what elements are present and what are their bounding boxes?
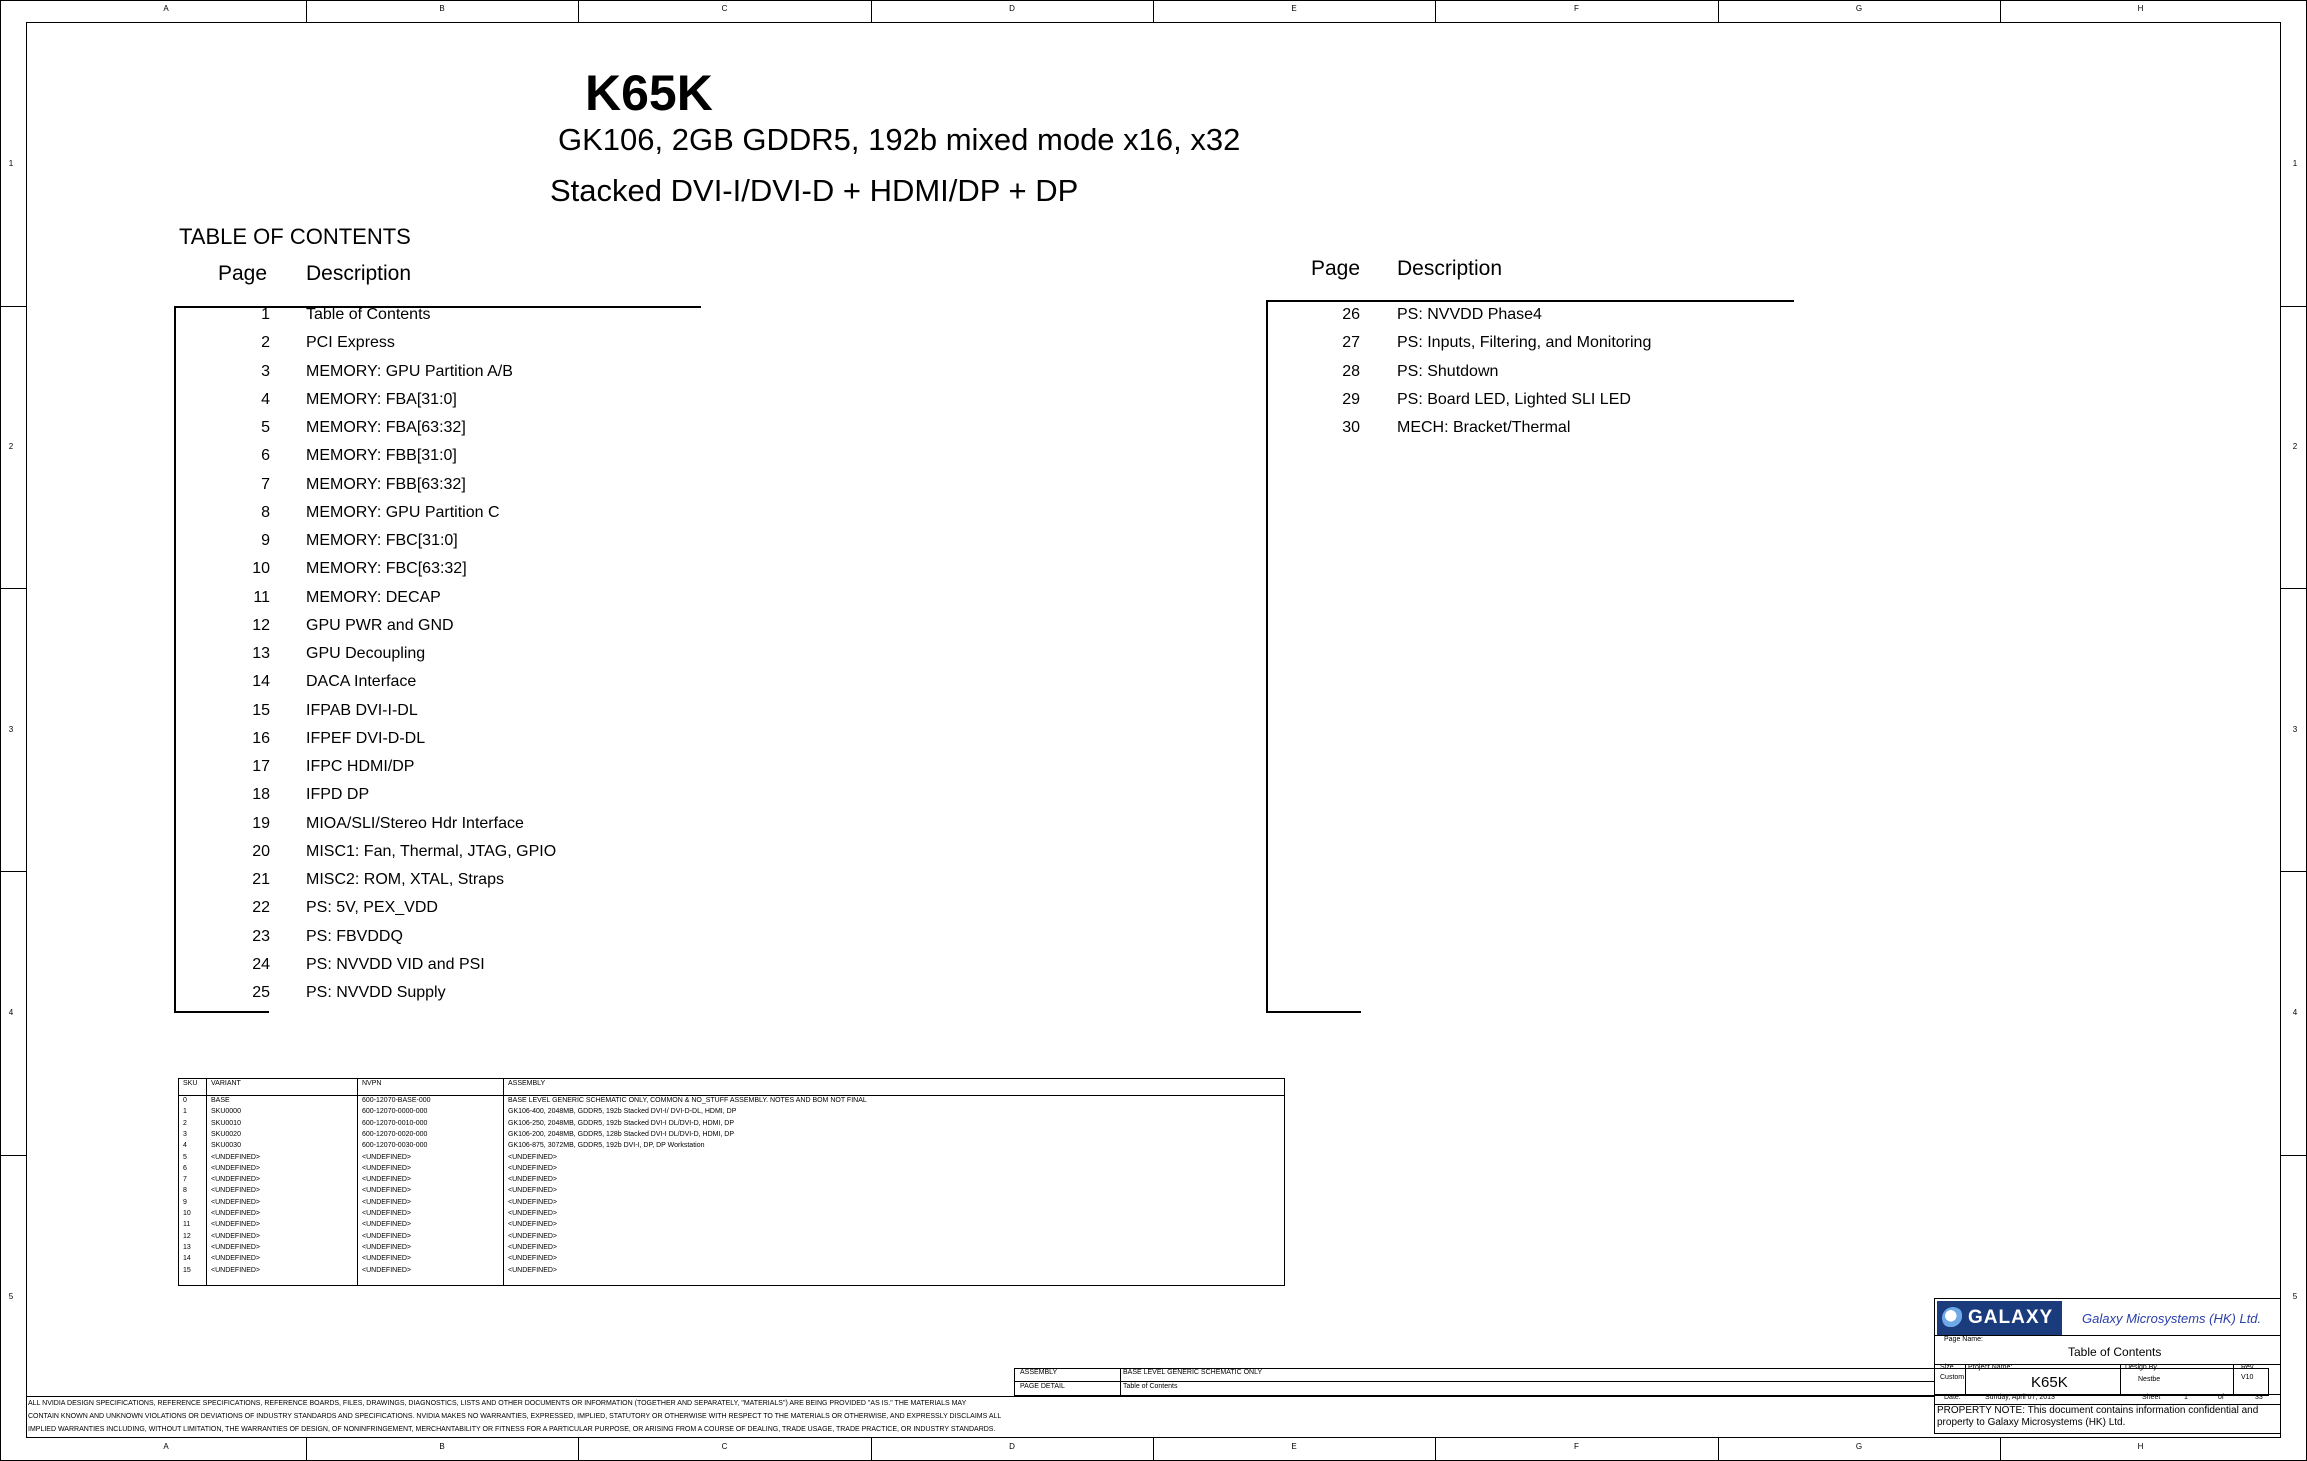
toc-entry-description: MEMORY: FBB[31:0]: [306, 447, 457, 465]
toc-entry-page: 16: [252, 729, 270, 747]
toc-entry-description: MEMORY: GPU Partition C: [306, 503, 500, 521]
zone-row-tick: [0, 1155, 26, 1156]
toc-entry-description: MISC1: Fan, Thermal, JTAG, GPIO: [306, 842, 557, 860]
zone-col-G-bottom: G: [1855, 1442, 1863, 1451]
toc-entry-description: IFPC HDMI/DP: [306, 758, 415, 775]
zone-col-A-top: A: [163, 4, 169, 13]
size-value: Custom: [1940, 1374, 1965, 1381]
zone-row-tick: [2281, 306, 2307, 307]
title-block-vline-2: [2120, 1364, 2121, 1394]
variant-cell: <UNDEFINED>: [211, 1210, 261, 1217]
zone-col-tick: [2000, 1438, 2001, 1461]
toc-entry-page: 8: [261, 503, 270, 521]
zone-col-G-top: G: [1855, 4, 1863, 13]
disclaimer-line-1: ALL NVIDIA DESIGN SPECIFICATIONS, REFERENCE SPECIFICATIONS, REFERENCE BOARDS, FILES, DRAWINGS, DIAGNOSTICS, LISTS AND OTHER DOCUMENTS OR INFORMATION (TOGETHER AND SEPARATELY, "MATERIALS") ARE BEING PROVIDED "AS IS." THE MATERIALS MAY: [28, 1400, 967, 1407]
design-by-value: Nestbe: [2138, 1376, 2161, 1383]
zone-row-1-right: 1: [2292, 159, 2298, 168]
zone-col-A-bottom: A: [163, 1442, 169, 1451]
toc-entry-page: 3: [261, 362, 270, 380]
variant-cell: <UNDEFINED>: [508, 1153, 558, 1161]
variant-cell: <UNDEFINED>: [508, 1232, 558, 1240]
variant-cell: <UNDEFINED>: [362, 1232, 412, 1240]
toc-entry-description: MIOA/SLI/Stereo Hdr Interface: [306, 814, 524, 832]
variant-cell: 7: [183, 1176, 187, 1184]
zone-col-tick: [871, 1438, 872, 1461]
zone-row-5-left: 5: [8, 1291, 14, 1301]
variant-cell: 11: [183, 1221, 191, 1229]
variant-cell: 4: [183, 1142, 187, 1150]
variant-cell: GK106-400, 2048MB, GDDR5, 192b Stacked DVI-I/ DVI-D-DL, HDMI, DP: [508, 1108, 737, 1116]
page-subtitle: GK106, 2GB GDDR5, 192b mixed mode x16, x32: [558, 122, 1241, 157]
zone-col-D-top: D: [1009, 4, 1015, 13]
variant-cell: 600-12070-0020-000: [362, 1130, 428, 1138]
variant-cell: <UNDEFINED>: [508, 1164, 558, 1172]
zone-row-tick: [0, 588, 26, 589]
variant-cell: <UNDEFINED>: [508, 1266, 558, 1274]
variant-cell: <UNDEFINED>: [362, 1243, 412, 1251]
variant-col-divider-1: [206, 1078, 207, 1286]
toc-right-side-rule: [1266, 300, 1268, 1013]
zone-row-2-left: 2: [8, 442, 14, 451]
variant-cell: <UNDEFINED>: [362, 1153, 412, 1161]
assembly-label: ASSEMBLY: [1020, 1369, 1058, 1376]
variant-cell: GK106-200, 2048MB, GDDR5, 128b Stacked DVI-I DL/DVI-D, HDMI, DP: [508, 1130, 735, 1138]
toc-entry-page: 2: [261, 334, 270, 352]
toc-left-page-header: Page: [218, 262, 268, 285]
assembly-box-row-rule: [1014, 1381, 1934, 1382]
assembly-value: BASE LEVEL GENERIC SCHEMATIC ONLY: [1123, 1369, 1263, 1376]
variant-cell: 1: [183, 1108, 187, 1116]
title-block-vline-3: [2233, 1364, 2234, 1394]
toc-entry-page: 9: [261, 532, 270, 549]
variant-cell: <UNDEFINED>: [362, 1187, 412, 1195]
toc-entry-description: PCI Express: [306, 334, 395, 352]
variant-header-rule: [178, 1095, 1285, 1096]
variant-cell: <UNDEFINED>: [211, 1232, 261, 1240]
toc-entry-page: 27: [1342, 334, 1360, 352]
zone-col-E-top: E: [1291, 4, 1297, 13]
toc-entry-page: 20: [252, 842, 270, 860]
page-subtitle-2: Stacked DVI-I/DVI-D + HDMI/DP + DP: [550, 173, 1079, 208]
variant-header-cell: ASSEMBLY: [508, 1080, 546, 1087]
zone-row-5-right: 5: [2292, 1291, 2298, 1301]
toc-right-desc-header: Description: [1397, 257, 1503, 280]
toc-entry-description: MEMORY: FBA[31:0]: [306, 390, 457, 408]
variant-cell: 0: [183, 1097, 187, 1104]
toc-entry-page: 5: [261, 419, 270, 436]
toc-entry-page: 24: [252, 955, 270, 973]
toc-left-side-rule: [174, 306, 176, 1013]
zone-col-C-top: C: [721, 4, 728, 13]
zone-row-tick: [2281, 588, 2307, 589]
variant-cell: <UNDEFINED>: [508, 1221, 558, 1229]
zone-row-4-right: 4: [2292, 1008, 2298, 1017]
variant-cell: <UNDEFINED>: [508, 1176, 558, 1184]
variant-cell: BASE: [211, 1097, 230, 1104]
toc-entry-page: 10: [252, 560, 270, 578]
variant-cell: 8: [183, 1187, 187, 1195]
disclaimer-line-2: CONTAIN KNOWN AND UNKNOWN VIOLATIONS OR DEVIATIONS OF INDUSTRY STANDARDS AND SPECIFICATIONS. NVIDIA MAKES NO WARRANTIES, EXPRESSED, IMPLIED, STATUTORY OR OTHERWISE WITH RESPECT TO THE MATERIALS OR OTHERWISE, AND EXPRESSLY DISCLAIMS ALL: [28, 1413, 1002, 1420]
zone-col-tick: [2000, 0, 2001, 22]
toc-entry-description: IFPAB DVI-I-DL: [306, 701, 418, 719]
toc-entry-page: 18: [252, 786, 270, 804]
toc-entry-page: 1: [261, 306, 270, 323]
property-note-line-1: PROPERTY NOTE: This document contains information confidential and: [1937, 1405, 2259, 1416]
toc-entry-description: Table of Contents: [306, 306, 431, 323]
toc-entry-page: 17: [252, 758, 270, 775]
variant-cell: <UNDEFINED>: [211, 1255, 261, 1263]
zone-col-tick: [306, 1438, 307, 1461]
toc-entry-page: 4: [261, 390, 270, 408]
zone-row-3-right: 3: [2292, 724, 2298, 734]
variant-cell: <UNDEFINED>: [211, 1266, 261, 1274]
title-block-vline-1: [1965, 1364, 1966, 1394]
variant-cell: 12: [183, 1232, 191, 1240]
zone-row-1-left: 1: [8, 159, 14, 168]
page-name-value: Table of Contents: [2068, 1345, 2162, 1359]
variant-cell: <UNDEFINED>: [211, 1221, 261, 1229]
toc-entry-page: 28: [1342, 362, 1360, 380]
variant-cell: 600-12070-0010-000: [362, 1119, 428, 1127]
toc-entry-page: 13: [252, 645, 270, 662]
zone-col-tick: [1718, 0, 1719, 22]
toc-entry-page: 29: [1342, 390, 1360, 408]
assembly-box-divider: [1120, 1368, 1121, 1396]
date-label: Date:: [1944, 1394, 1961, 1401]
toc-right-bottom-rule: [1266, 1011, 1361, 1013]
design-by-label: Design By: [2125, 1364, 2157, 1371]
variant-cell: <UNDEFINED>: [362, 1164, 412, 1172]
variant-cell: 6: [183, 1164, 187, 1172]
variant-cell: GK106-250, 2048MB, GDDR5, 192b Stacked DVI-I DL/DVI-D, HDMI, DP: [508, 1119, 735, 1127]
variant-cell: <UNDEFINED>: [508, 1187, 558, 1195]
variant-cell: <UNDEFINED>: [362, 1255, 412, 1263]
toc-entry-page: 22: [252, 899, 270, 917]
zone-row-tick: [0, 306, 26, 307]
size-label: Size: [1940, 1364, 1954, 1371]
toc-entry-description: MEMORY: FBC[63:32]: [306, 560, 467, 578]
variant-cell: 600-12070-BASE-000: [362, 1097, 431, 1104]
variant-cell: <UNDEFINED>: [211, 1153, 261, 1161]
zone-col-H-top: H: [2137, 4, 2144, 13]
zone-col-B-top: B: [439, 4, 445, 13]
toc-entry-page: 12: [252, 616, 270, 634]
variant-cell: <UNDEFINED>: [362, 1210, 412, 1217]
variant-col-divider-2: [357, 1078, 358, 1286]
variant-cell: <UNDEFINED>: [211, 1164, 261, 1172]
zone-col-tick: [306, 0, 307, 22]
variant-cell: SKU0020: [211, 1130, 241, 1138]
toc-entry-description: MEMORY: FBA[63:32]: [306, 419, 466, 436]
toc-entry-page: 25: [252, 984, 270, 1001]
zone-col-tick: [871, 0, 872, 22]
toc-entry-page: 23: [252, 927, 270, 945]
toc-entry-description: DACA Interface: [306, 673, 417, 691]
sheet-label: Sheet: [2142, 1394, 2161, 1401]
toc-entry-page: 6: [261, 447, 270, 465]
zone-col-D-bottom: D: [1009, 1442, 1015, 1451]
variant-cell: <UNDEFINED>: [508, 1210, 558, 1217]
variant-cell: <UNDEFINED>: [362, 1198, 412, 1206]
toc-entry-page: 14: [252, 673, 270, 691]
variant-cell: <UNDEFINED>: [211, 1243, 261, 1251]
title-block-rule-1: [1934, 1335, 2281, 1336]
toc-right-page-header: Page: [1311, 257, 1361, 280]
toc-entry-description: PS: NVVDD Phase4: [1397, 306, 1542, 323]
toc-entry-page: 15: [252, 701, 270, 719]
zone-col-C-bottom: C: [721, 1442, 728, 1451]
variant-cell: <UNDEFINED>: [211, 1198, 261, 1206]
toc-entry-description: PS: NVVDD VID and PSI: [306, 955, 485, 973]
zone-col-E-bottom: E: [1291, 1442, 1297, 1451]
toc-entry-description: IFPD DP: [306, 786, 370, 804]
toc-left-desc-header: Description: [306, 262, 412, 285]
zone-row-2-right: 2: [2292, 442, 2298, 451]
variant-col-divider-3: [503, 1078, 504, 1286]
zone-row-tick: [0, 871, 26, 872]
zone-col-tick: [1153, 0, 1154, 22]
toc-entry-description: PS: Shutdown: [1397, 362, 1499, 380]
of-label: of: [2218, 1394, 2224, 1401]
toc-entry-description: GPU Decoupling: [306, 645, 426, 662]
galaxy-logo: [1937, 1301, 2062, 1335]
toc-entry-description: PS: Inputs, Filtering, and Monitoring: [1397, 334, 1652, 352]
toc-entry-description: MEMORY: GPU Partition A/B: [306, 362, 513, 380]
toc-entry-description: PS: FBVDDQ: [306, 927, 403, 945]
company-name: Galaxy Microsystems (HK) Ltd.: [2082, 1311, 2262, 1326]
variant-cell: <UNDEFINED>: [508, 1198, 558, 1206]
zone-row-tick: [2281, 1155, 2307, 1156]
variant-cell: SKU0000: [211, 1108, 241, 1116]
toc-entry-description: PS: 5V, PEX_VDD: [306, 899, 438, 917]
variant-cell: 13: [183, 1243, 191, 1251]
zone-row-tick: [2281, 871, 2307, 872]
zone-row-3-left: 3: [8, 724, 14, 734]
variant-cell: <UNDEFINED>: [362, 1176, 412, 1184]
page-detail-label: PAGE DETAIL: [1020, 1383, 1065, 1390]
variant-cell: GK106-875, 3072MB, GDDR5, 192b DVI-I, DP, DP Workstation: [508, 1142, 705, 1150]
variant-cell: 9: [183, 1198, 187, 1206]
toc-title: TABLE OF CONTENTS: [179, 224, 411, 249]
zone-row-4-left: 4: [8, 1008, 14, 1017]
toc-entry-description: MEMORY: DECAP: [306, 588, 441, 606]
variant-cell: <UNDEFINED>: [362, 1266, 412, 1274]
zone-col-F-top: F: [1574, 4, 1579, 13]
zone-col-tick: [1718, 1438, 1719, 1461]
project-value: K65K: [2031, 1374, 2068, 1391]
project-label: Project Name:: [1968, 1364, 2013, 1371]
zone-col-tick: [578, 1438, 579, 1461]
variant-cell: 2: [183, 1119, 187, 1127]
variant-cell: 14: [183, 1255, 191, 1263]
toc-right-top-rule: [1266, 300, 1794, 302]
toc-entry-page: 21: [252, 871, 270, 888]
toc-entry-page: 30: [1342, 419, 1360, 436]
variant-cell: 15: [183, 1266, 191, 1274]
zone-col-tick: [1153, 1438, 1154, 1461]
variant-cell: <UNDEFINED>: [508, 1243, 558, 1251]
zone-col-B-bottom: B: [439, 1442, 445, 1451]
variant-cell: 10: [183, 1210, 191, 1217]
zone-col-F-bottom: F: [1574, 1442, 1579, 1451]
variant-cell: 600-12070-0030-000: [362, 1142, 428, 1150]
property-note-line-2: property to Galaxy Microsystems (HK) Ltd.: [1937, 1417, 2126, 1428]
variant-cell: SKU0030: [211, 1142, 241, 1150]
toc-entry-description: GPU PWR and GND: [306, 616, 454, 634]
zone-col-tick: [1435, 1438, 1436, 1461]
variant-cell: <UNDEFINED>: [508, 1255, 558, 1263]
toc-entry-page: 11: [253, 588, 270, 606]
toc-entry-description: PS: NVVDD Supply: [306, 984, 446, 1001]
variant-cell: SKU0010: [211, 1119, 241, 1127]
variant-cell: 5: [183, 1153, 187, 1161]
variant-cell: <UNDEFINED>: [362, 1221, 412, 1229]
zone-col-H-bottom: H: [2137, 1442, 2144, 1451]
toc-entry-description: IFPEF DVI-D-DL: [306, 729, 426, 747]
of-value: 33: [2255, 1394, 2263, 1401]
sheet-value: 1: [2184, 1394, 2188, 1401]
zone-col-tick: [1435, 0, 1436, 22]
variant-header-cell: VARIANT: [211, 1080, 241, 1087]
galaxy-logo-mark-icon: [1942, 1307, 1964, 1329]
variant-cell: <UNDEFINED>: [211, 1187, 261, 1195]
page-detail-value: Table of Contents: [1123, 1383, 1178, 1390]
zone-col-tick: [578, 0, 579, 22]
toc-entry-description: MECH: Bracket/Thermal: [1397, 419, 1571, 436]
page-title: K65K: [585, 65, 713, 121]
toc-entry-description: MEMORY: FBC[31:0]: [306, 532, 458, 549]
rev-label: Rev: [2241, 1364, 2254, 1371]
variant-header-cell: SKU: [183, 1080, 198, 1087]
disclaimer-line-3: IMPLIED WARRANTIES INCLUDING, WITHOUT LIMITATION, THE WARRANTIES OF DESIGN, OF NONINFRINGEMENT, MERCHANTABILITY OR FITNESS FOR A PARTICULAR PURPOSE, OR ARISING FROM A COURSE OF DEALING, TRADE USAGE, TRADE PRACTICE, OR INDUSTRY STANDARDS.: [28, 1426, 996, 1433]
galaxy-logo-text: GALAXY: [1968, 1307, 2054, 1328]
toc-entry-description: PS: Board LED, Lighted SLI LED: [1397, 390, 1631, 408]
variant-cell: BASE LEVEL GENERIC SCHEMATIC ONLY, COMMON & NO_STUFF ASSEMBLY. NOTES AND BOM NOT FINAL: [508, 1097, 867, 1104]
variant-header-cell: NVPN: [362, 1080, 382, 1087]
date-value: Sunday, April 07, 2013: [1985, 1394, 2055, 1401]
toc-left-bottom-rule: [174, 1011, 269, 1013]
variant-cell: 600-12070-0000-000: [362, 1108, 428, 1116]
toc-entry-description: MEMORY: FBB[63:32]: [306, 475, 466, 493]
rev-value: V10: [2241, 1374, 2254, 1381]
toc-entry-page: 26: [1342, 306, 1360, 323]
toc-entry-page: 7: [261, 475, 270, 493]
toc-entry-description: MISC2: ROM, XTAL, Straps: [306, 871, 504, 888]
variant-cell: 3: [183, 1130, 187, 1138]
page-name-label: Page Name:: [1944, 1336, 1983, 1343]
variant-cell: <UNDEFINED>: [211, 1176, 261, 1184]
toc-entry-page: 19: [252, 814, 270, 832]
